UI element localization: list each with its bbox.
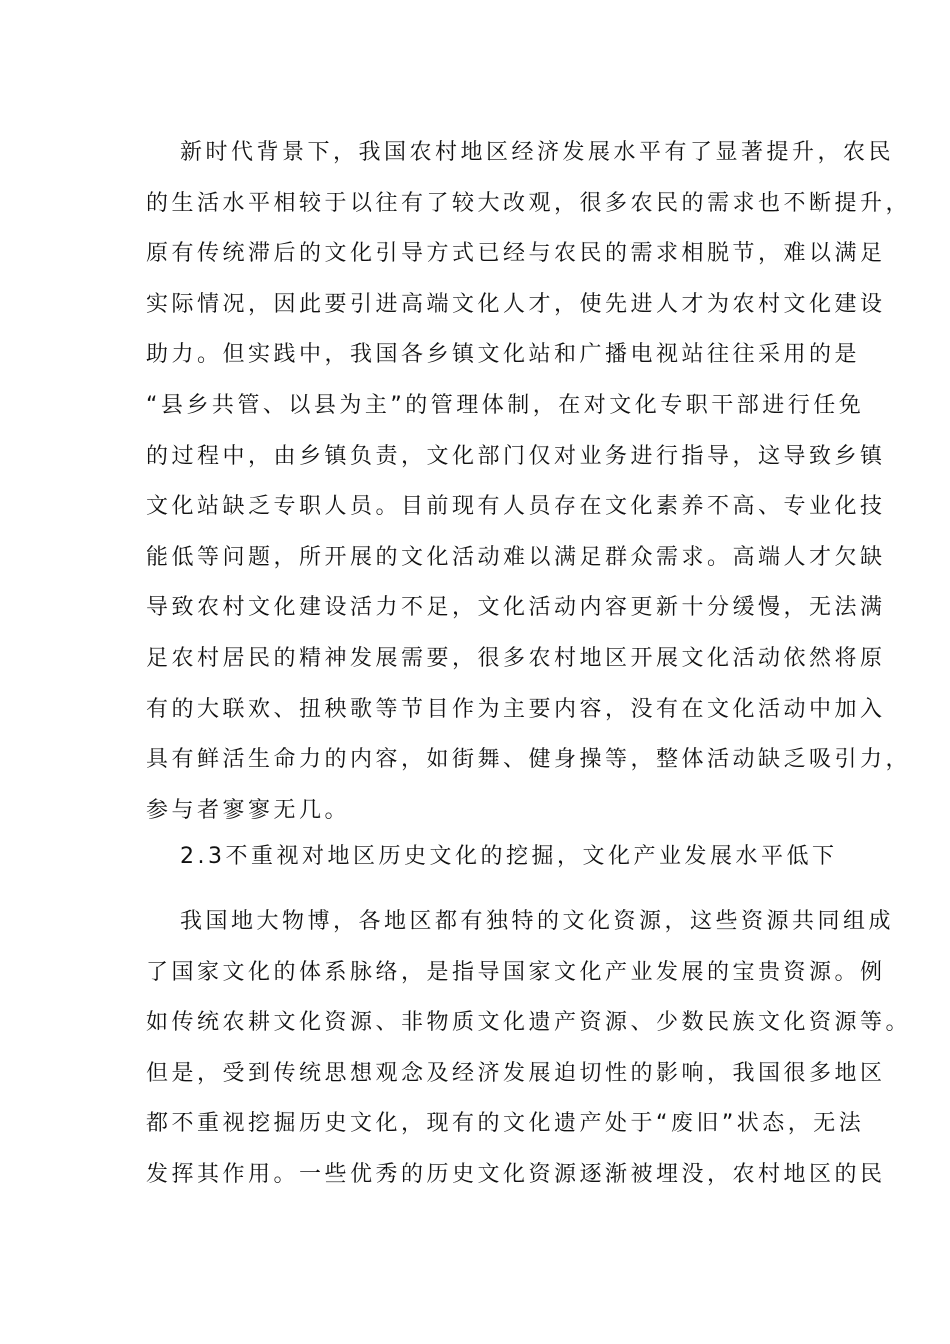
section-heading [146, 832, 838, 883]
paragraph-line: 的生活水平相较于以往有了较大改观，很多农民的需求也不断提升， [146, 190, 912, 216]
paragraph-line: 我国地大物博，各地区都有独特的文化资源，这些资源共同组成 [180, 909, 895, 934]
paragraph-line: 有的大联欢、扭秧歌等节目作为主要内容，没有在文化活动中加入 [146, 696, 886, 722]
paragraph-cultural-resources [146, 897, 912, 1201]
paragraph-talent-shortage [146, 128, 912, 836]
paragraph-line: 新时代背景下，我国农村地区经济发展水平有了显著提升，农民 [180, 140, 895, 165]
paragraph-line: 实际情况，因此要引进高端文化人才，使先进人才为农村文化建设 [146, 291, 886, 317]
paragraph-line: 但是，受到传统思想观念及经济发展迫切性的影响，我国很多地区 [146, 1060, 886, 1086]
paragraph-line: “县乡共管、以县为主”的管理体制，在对文化专职干部进行任免 [146, 392, 865, 418]
section-heading-text: 2.3不重视对地区历史文化的挖掘，文化产业发展水平低下 [180, 844, 838, 869]
paragraph-line: 都不重视挖掘历史文化，现有的文化遗产处于“废旧”状态，无法 [146, 1111, 865, 1137]
paragraph-line: 的过程中，由乡镇负责，文化部门仅对业务进行指导，这导致乡镇 [146, 443, 886, 469]
paragraph-line: 足农村居民的精神发展需要，很多农村地区开展文化活动依然将原 [146, 645, 886, 671]
paragraph-line: 原有传统滞后的文化引导方式已经与农民的需求相脱节，难以满足 [146, 241, 886, 267]
paragraph-line: 导致农村文化建设活力不足，文化活动内容更新十分缓慢，无法满 [146, 595, 886, 621]
paragraph-line: 了国家文化的体系脉络，是指导国家文化产业发展的宝贵资源。例 [146, 959, 886, 985]
paragraph-line: 能低等问题，所开展的文化活动难以满足群众需求。高端人才欠缺 [146, 544, 886, 570]
paragraph-line: 助力。但实践中，我国各乡镇文化站和广播电视站往往采用的是 [146, 342, 861, 368]
paragraph-line: 具有鲜活生命力的内容，如街舞、健身操等，整体活动缺乏吸引力， [146, 747, 912, 773]
paragraph-line: 如传统农耕文化资源、非物质文化遗产资源、少数民族文化资源等。 [146, 1010, 912, 1036]
paragraph-line: 文化站缺乏专职人员。目前现有人员存在文化素养不高、专业化技 [146, 494, 886, 520]
paragraph-line: 参与者寥寥无几。 [146, 797, 351, 823]
paragraph-line: 发挥其作用。一些优秀的历史文化资源逐渐被埋没，农村地区的民 [146, 1161, 886, 1187]
